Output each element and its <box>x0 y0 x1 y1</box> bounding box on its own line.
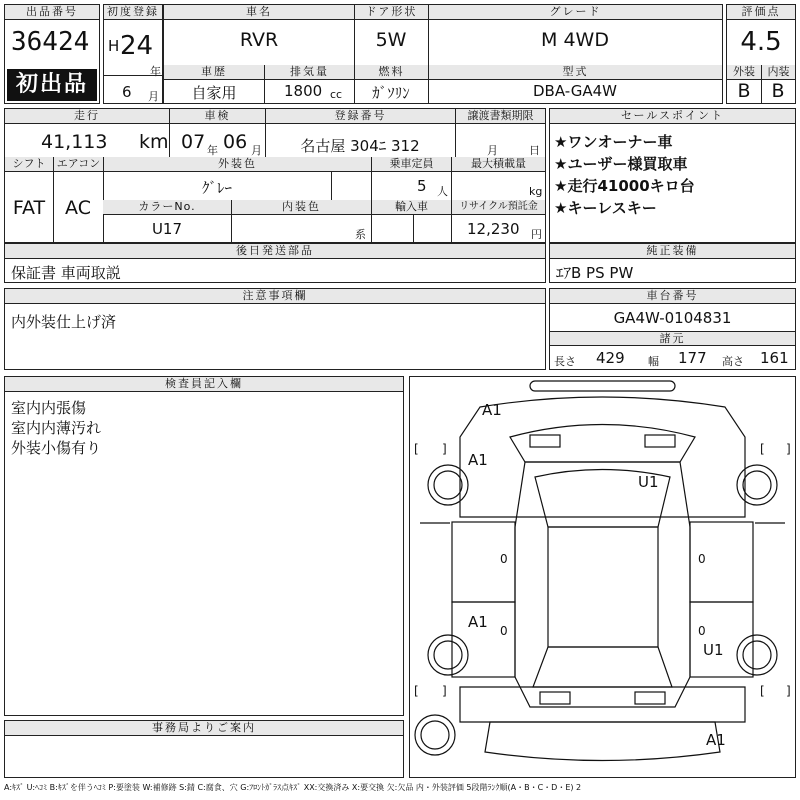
max-load-label: 最大積載量 <box>451 157 545 172</box>
year-unit: 年 <box>150 65 161 78</box>
car-diagram <box>410 377 795 777</box>
color-no-value: U17 <box>151 220 183 238</box>
door-zero-mark: 0 <box>500 552 508 566</box>
fuel-value: ｶﾞｿﾘﾝ <box>372 84 410 102</box>
length-label: 長さ <box>554 355 576 368</box>
month-unit: 月 <box>148 90 159 103</box>
mileage-value: 41,113 <box>41 131 108 153</box>
deadline-month-unit: 月 <box>487 144 498 157</box>
first-registration-cell <box>103 4 163 104</box>
sales-point-item: ★走行41000キロ台 <box>554 177 695 195</box>
capacity-label: 乗車定員 <box>371 157 451 172</box>
lot-number-label: 出品番号 <box>5 5 99 20</box>
damage-mark: A1 <box>468 451 488 469</box>
inspection-month: 06 <box>223 131 248 153</box>
door-value: 5W <box>375 29 407 51</box>
sales-point-item: ★ワンオーナー車 <box>554 133 673 151</box>
damage-mark: A1 <box>706 731 726 749</box>
office-box <box>4 720 404 778</box>
damage-diagram-box <box>409 376 796 778</box>
interior-score: B <box>771 80 785 102</box>
exterior-score-label: 外装 <box>727 65 761 80</box>
legend-text: A:ｷｽﾞ U:ﾍｺﾐ B:ｷｽﾞを伴うﾍｺﾐ P:要塗装 W:補修跡 S:錆 C:腐食、穴 G:ﾌﾛﾝﾄｶﾞﾗｽ点ｷｽﾞ XX:交換済み X:要交換 欠:欠品 内・外装評価 5段階ﾗﾝｸ順(A・B・C・D・E) 2 <box>4 783 582 792</box>
bracket-close: ] <box>442 442 447 456</box>
inspector-line: 外装小傷有り <box>11 439 102 457</box>
inspection-label: 車検 <box>169 109 265 124</box>
mileage-label: 走行 <box>5 109 169 124</box>
damage-mark: A1 <box>482 401 502 419</box>
model-value: DBA-GA4W <box>533 82 617 100</box>
details-block <box>4 108 546 243</box>
capacity-unit: 人 <box>437 185 448 198</box>
door-zero-mark: 0 <box>698 552 706 566</box>
office-label: 事務局よりご案内 <box>5 721 403 736</box>
first-listing-badge: 初出品 <box>7 69 97 101</box>
displacement-value: 1800 <box>284 82 323 100</box>
chassis-box <box>549 288 796 370</box>
int-color-unit: 系 <box>355 228 366 241</box>
width-value: 177 <box>678 349 707 367</box>
bracket-close: ] <box>786 684 791 698</box>
inspector-box <box>4 376 404 716</box>
ext-color-label: 外装色 <box>103 157 371 172</box>
genuine-equip-box <box>549 243 796 283</box>
aircon-value: AC <box>65 197 91 219</box>
notes-value: 内外装仕上げ済 <box>11 313 117 331</box>
car-name-label: 車名 <box>164 5 354 20</box>
later-parts-box <box>4 243 546 283</box>
aircon-label: エアコン <box>53 157 103 172</box>
chassis-value: GA4W-0104831 <box>613 309 732 327</box>
era-value: H <box>108 37 120 55</box>
shift-label: シフト <box>5 157 53 172</box>
history-value: 自家用 <box>191 84 237 102</box>
score-cell <box>726 4 796 104</box>
height-label: 高さ <box>722 355 744 368</box>
shift-value: FAT <box>12 197 46 219</box>
damage-mark: U1 <box>703 641 724 659</box>
length-value: 429 <box>596 349 625 367</box>
inspection-year: 07 <box>181 131 206 153</box>
bracket-open: [ <box>760 684 765 698</box>
car-info-block <box>163 4 723 104</box>
sales-point-item: ★ユーザー様買取車 <box>554 155 688 173</box>
max-load-unit: kg <box>529 185 543 198</box>
displacement-unit: cc <box>330 88 343 101</box>
sales-points-label: セールスポイント <box>550 109 795 124</box>
sales-point-item: ★キーレスキー <box>554 199 657 217</box>
color-no-label: カラーNo. <box>103 200 231 215</box>
first-reg-month: 6 <box>122 83 132 101</box>
inspector-label: 検査員記入欄 <box>5 377 403 392</box>
dimensions-label: 諸元 <box>550 331 795 346</box>
first-reg-year: 24 <box>120 31 154 61</box>
notes-box <box>4 288 546 370</box>
plate-value: 名古屋 304ﾆ 312 <box>300 137 420 155</box>
recycle-unit: 円 <box>531 228 542 241</box>
car-name-value: RVR <box>239 29 279 51</box>
bracket-open: [ <box>414 684 419 698</box>
genuine-equip-label: 純正装備 <box>550 244 795 259</box>
first-registration-label: 初度登録 <box>104 5 162 20</box>
bracket-close: ] <box>442 684 447 698</box>
mileage-unit: km <box>139 131 169 153</box>
deadline-day-unit: 日 <box>529 144 540 157</box>
score-value: 4.5 <box>740 27 782 57</box>
notes-label: 注意事項欄 <box>5 289 545 304</box>
genuine-equip-value: ｴｱB PS PW <box>556 264 634 282</box>
damage-mark: A1 <box>468 613 488 631</box>
import-label: 輸入車 <box>371 200 451 215</box>
recycle-value: 12,230 <box>467 220 520 238</box>
recycle-label: リサイクル預託金 <box>451 200 545 215</box>
transfer-deadline-label: 譲渡書類期限 <box>455 109 545 124</box>
sales-points-box <box>549 108 796 243</box>
height-value: 161 <box>760 349 789 367</box>
damage-mark: U1 <box>638 473 659 491</box>
chassis-label: 車台番号 <box>550 289 795 304</box>
interior-score-label: 内装 <box>761 65 795 80</box>
displacement-label: 排気量 <box>264 65 354 80</box>
door-label: ドア形状 <box>354 5 428 20</box>
capacity-value: 5 <box>417 177 427 195</box>
lot-number-value: 36424 <box>11 27 90 57</box>
later-parts-value: 保証書 車両取説 <box>11 264 121 282</box>
inspection-year-unit: 年 <box>207 144 218 157</box>
bracket-close: ] <box>786 442 791 456</box>
lot-number-cell <box>4 4 100 104</box>
plate-label: 登録番号 <box>265 109 455 124</box>
inspector-line: 室内内薄汚れ <box>11 419 102 437</box>
grade-label: グレード <box>428 5 722 20</box>
fuel-label: 燃料 <box>354 65 428 80</box>
bracket-open: [ <box>414 442 419 456</box>
later-parts-label: 後日発送部品 <box>5 244 545 259</box>
inspector-line: 室内内張傷 <box>11 399 87 417</box>
inspection-month-unit: 月 <box>251 144 262 157</box>
int-color-label: 内装色 <box>231 200 371 215</box>
bracket-open: [ <box>760 442 765 456</box>
history-label: 車歴 <box>164 65 264 80</box>
ext-color-value: ｸﾞﾚｰ <box>201 179 232 197</box>
model-label: 型式 <box>428 65 722 80</box>
exterior-score: B <box>737 80 751 102</box>
door-zero-mark: 0 <box>500 624 508 638</box>
grade-value: M 4WD <box>541 29 609 51</box>
score-label: 評価点 <box>727 5 795 20</box>
width-label: 幅 <box>648 355 659 368</box>
door-zero-mark: 0 <box>698 624 706 638</box>
